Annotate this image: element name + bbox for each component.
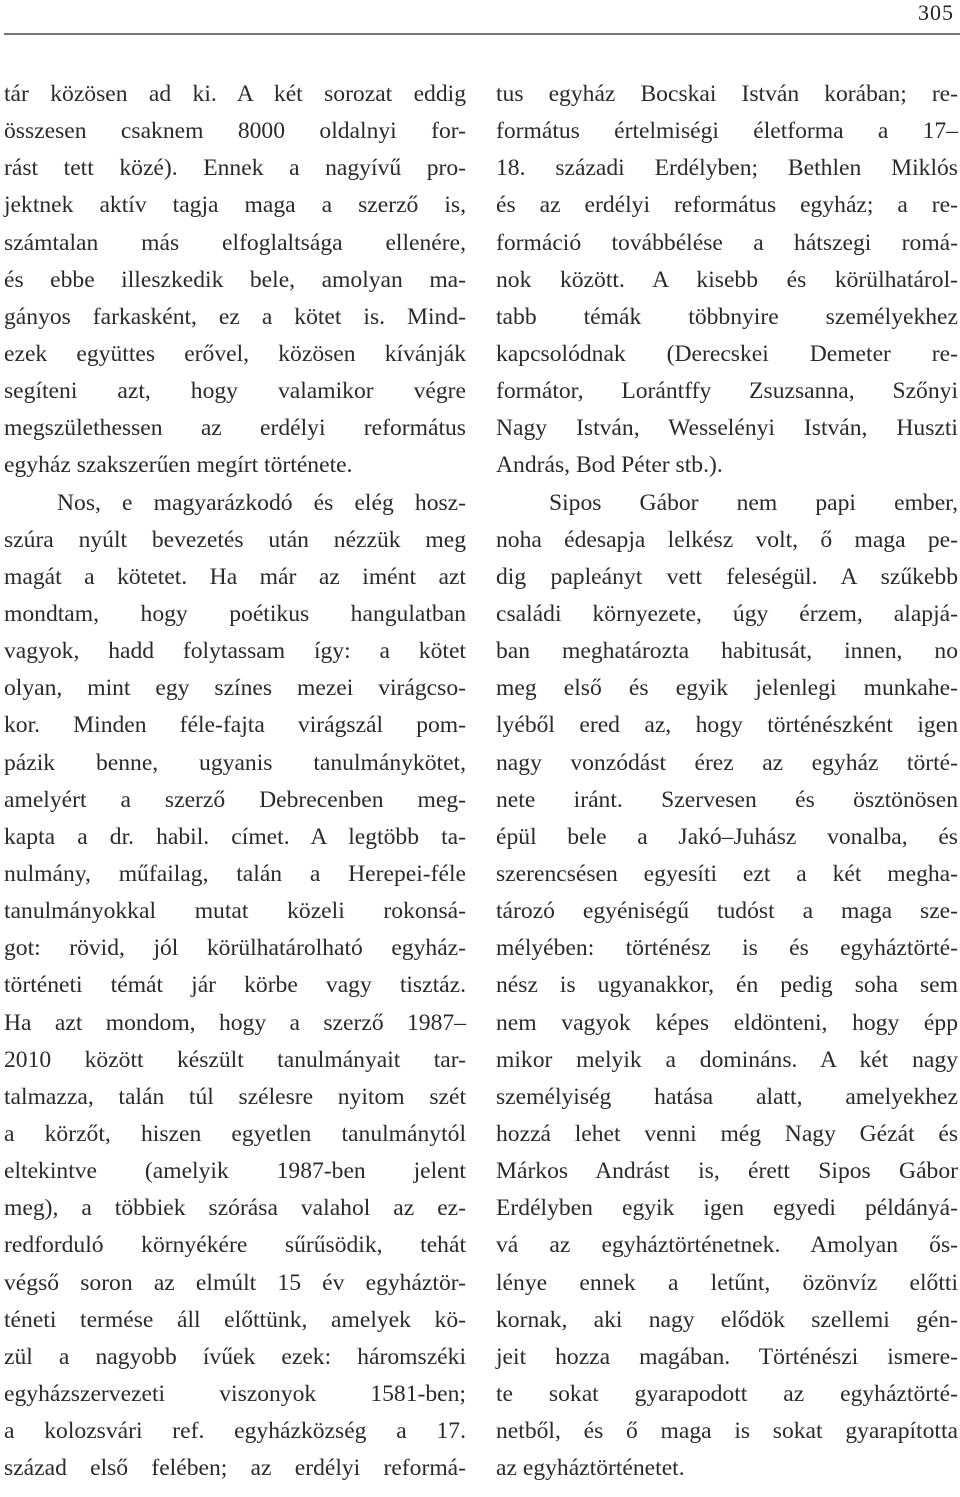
text-line: családi környezete, úgy érzem, alapjá- (496, 600, 958, 627)
text-line: tanulmányokkal mutat közeli rokonsá- (4, 898, 466, 925)
text-line: nagy vonzódást érez az egyház törté- (496, 749, 958, 776)
text-line: dig papleányt vett feleségül. A szűkebb (496, 563, 958, 590)
text-line: ban meghatározta habitusát, innen, no (496, 638, 958, 665)
text-line: épül bele a Jakó–Juhász vonalba, és (496, 823, 958, 850)
text-line: egyház szakszerűen megírt története. (4, 452, 353, 479)
text-line: végső soron az elmúlt 15 év egyháztör- (4, 1269, 466, 1296)
text-line: hozzá lehet venni még Nagy Gézát és (496, 1120, 958, 1147)
right-column (496, 76, 958, 1487)
text-line: történeti témát jár körbe vagy tisztáz. (4, 972, 466, 999)
text-line: szúra nyúlt bevezetés után nézzük meg (4, 526, 466, 553)
text-line: zül a nagyobb ívűek ezek: háromszéki (4, 1343, 466, 1370)
text-line: Ha azt mondom, hogy a szerző 1987– (4, 1009, 466, 1036)
text-line: 2010 között készült tanulmányait tar- (4, 1046, 466, 1073)
text-line: kapcsolódnak (Derecskei Demeter re- (496, 340, 958, 367)
text-line: téneti termése áll előttünk, amelyek kö- (4, 1306, 466, 1333)
text-line: kor. Minden féle-fajta virágszál pom- (4, 712, 466, 739)
text-line: és az erdélyi református egyház; a re- (496, 192, 958, 219)
text-line: noha édesapja lelkész volt, ő maga pe- (496, 526, 958, 553)
text-line: vá az egyháztörténetnek. Amolyan ős- (496, 1232, 958, 1259)
text-line: személyiség hatása alatt, amelyekhez (496, 1083, 958, 1110)
text-line: Sipos Gábor nem papi ember, (549, 489, 958, 516)
text-line: talmazza, talán túl szélesre nyitom szét (4, 1083, 466, 1110)
text-line: mikor melyik a domináns. A két nagy (496, 1046, 958, 1073)
text-line: egyházszervezeti viszonyok 1581-ben; (4, 1380, 466, 1407)
text-line: számtalan más elfoglaltsága ellenére, (4, 229, 466, 256)
text-line: szerencsésen egyesíti ezt a két megha- (496, 860, 958, 887)
text-line: tabb témák többnyire személyekhez (496, 303, 958, 330)
text-line: nulmány, műfailag, talán a Herepei-féle (4, 860, 466, 887)
text-line: kornak, aki nagy elődök szellemi gén- (496, 1306, 958, 1333)
text-line: formátus értelmiségi életforma a 17– (496, 118, 958, 145)
text-line: Erdélyben egyik igen egyedi példányá- (496, 1195, 958, 1222)
text-line: magát a kötetet. Ha már az imént azt (4, 563, 466, 590)
text-line: pázik benne, ugyanis tanulmánykötet, (4, 749, 466, 776)
text-line: tár közösen ad ki. A két sorozat eddig (4, 81, 466, 107)
text-line: meg), a többiek szórása valahol az ez- (4, 1195, 466, 1222)
text-line: tározó egyéniségű tudóst a maga sze- (496, 898, 958, 925)
text-line: eltekintve (amelyik 1987-ben jelent (4, 1158, 466, 1185)
text-line: Nos, e magyarázkodó és elég hosz- (57, 489, 466, 516)
text-line: kapta a dr. habil. címet. A legtöbb ta- (4, 823, 466, 850)
text-line: gányos farkasként, ez a kötet is. Mind- (4, 303, 466, 330)
text-line: század első felében; az erdélyi reformá- (4, 1455, 466, 1482)
text-line: Nagy István, Wesselényi István, Huszti (496, 415, 958, 442)
text-line: formátor, Lorántffy Zsuzsanna, Szőnyi (496, 378, 958, 405)
left-column (4, 76, 466, 1487)
text-line: András, Bod Péter stb.). (496, 452, 723, 479)
text-line: mélyében: történész is és egyháztörté- (496, 935, 958, 962)
text-line: meg első és egyik jelenlegi munkahe- (496, 675, 958, 702)
text-line: nem vagyok képes eldönteni, hogy épp (496, 1009, 958, 1036)
text-line: segíteni azt, hogy valamikor végre (4, 378, 466, 405)
text-line: Márkos Andrást is, érett Sipos Gábor (496, 1158, 958, 1185)
page-number: 305 (918, 0, 954, 25)
text-line: redforduló környékére sűrűsödik, tehát (4, 1232, 466, 1259)
text-line: ezek együttes erővel, közösen kívánják (4, 340, 466, 367)
text-line: mondtam, hogy poétikus hangulatban (4, 600, 466, 627)
text-line: nete iránt. Szervesen és ösztönösen (496, 786, 958, 813)
header-rule (4, 33, 960, 35)
text-line: lyéből ered az, hogy történészként igen (496, 712, 958, 739)
text-line: megszülethessen az erdélyi református (4, 415, 466, 442)
text-line: jeit hozza magában. Történészi ismere- (496, 1343, 958, 1370)
text-line: amelyért a szerző Debrecenben meg- (4, 786, 466, 813)
text-line: nok között. A kisebb és körülhatárol- (496, 266, 958, 293)
text-line: formáció továbbélése a hátszegi romá- (496, 229, 958, 256)
text-line: jektnek aktív tagja maga a szerző is, (4, 192, 466, 219)
text-line: nész is ugyanakkor, én pedig soha sem (496, 972, 958, 999)
text-line: olyan, mint egy színes mezei virágcso- (4, 675, 466, 702)
text-line: lénye ennek a letűnt, özönvíz előtti (496, 1269, 958, 1296)
text-line: és ebbe illeszkedik bele, amolyan ma- (4, 266, 466, 293)
text-line: az egyháztörténetet. (496, 1455, 685, 1482)
text-line: netből, és ő maga is sokat gyarapította (496, 1418, 958, 1445)
text-line: tus egyház Bocskai István korában; re- (496, 81, 958, 107)
text-line: 18. századi Erdélyben; Bethlen Miklós (496, 155, 958, 182)
text-line: rást tett közé). Ennek a nagyívű pro- (4, 155, 466, 182)
text-line: összesen csaknem 8000 oldalnyi for- (4, 118, 466, 145)
text-line: vagyok, hadd folytassam így: a kötet (4, 638, 466, 665)
text-line: a körzőt, hiszen egyetlen tanulmánytól (4, 1120, 466, 1147)
text-line: got: rövid, jól körülhatárolható egyház- (4, 935, 466, 962)
text-line: te sokat gyarapodott az egyháztörté- (496, 1380, 958, 1407)
text-line: a kolozsvári ref. egyházközség a 17. (4, 1418, 466, 1445)
